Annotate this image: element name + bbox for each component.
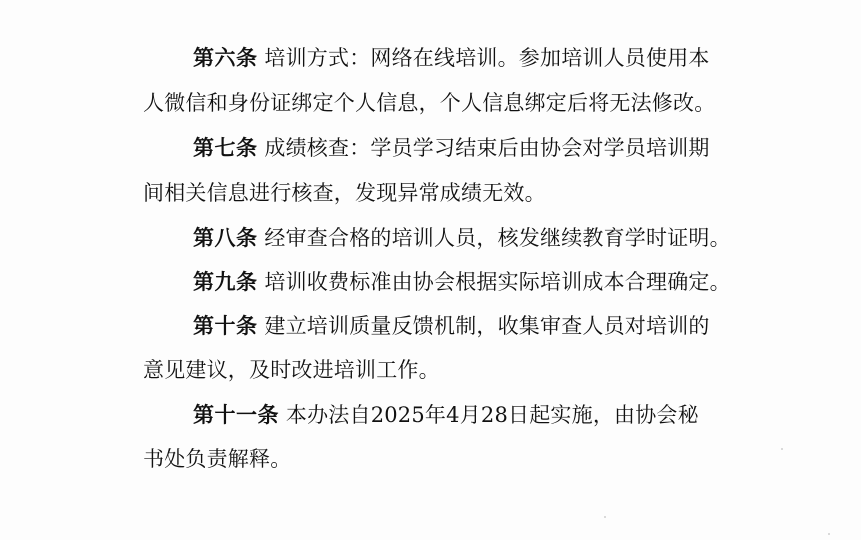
article-9-line-1 — [193, 267, 731, 297]
article-11-line-1 — [193, 400, 699, 430]
article-10-line-1 — [193, 311, 710, 341]
article-10-text-1: 建立培训质量反馈机制，收集审查人员对培训的 — [264, 314, 710, 338]
article-7-text-1: 成绩核查：学员学习结束后由协会对学员培训期 — [264, 136, 710, 160]
article-8-label: 第八条 — [193, 226, 258, 250]
article-7-label: 第七条 — [193, 136, 258, 160]
article-8-text-1: 经审查合格的培训人员，核发继续教育学时证明。 — [264, 226, 731, 250]
article-10-label: 第十条 — [193, 314, 258, 338]
article-9-text-1: 培训收费标准由协会根据实际培训成本合理确定。 — [264, 270, 731, 294]
article-11-line-2 — [143, 444, 291, 474]
scan-speck — [604, 516, 606, 518]
scan-speck — [781, 448, 783, 450]
article-9-label: 第九条 — [193, 270, 258, 294]
article-6-label: 第六条 — [193, 46, 258, 70]
article-11-text-1: 本办法自2025年4月28日起实施，由协会秘 — [285, 403, 699, 427]
article-11-label: 第十一条 — [193, 403, 279, 427]
article-6-text-2: 人微信和身份证绑定个人信息，个人信息绑定后将无法修改。 — [143, 91, 716, 115]
article-11-text-2: 书处负责解释。 — [143, 447, 292, 471]
article-10-line-2 — [143, 355, 440, 385]
article-7-line-2 — [143, 178, 546, 208]
article-6-line-2 — [143, 88, 715, 118]
article-10-text-2: 意见建议，及时改进培训工作。 — [143, 358, 440, 382]
article-6-line-1 — [193, 43, 710, 73]
article-7-line-1 — [193, 133, 710, 163]
scan-speck — [828, 533, 830, 535]
article-6-text-1: 培训方式：网络在线培训。参加培训人员使用本 — [264, 46, 710, 70]
article-7-text-2: 间相关信息进行核查，发现异常成绩无效。 — [143, 181, 546, 205]
article-8-line-1 — [193, 223, 731, 253]
